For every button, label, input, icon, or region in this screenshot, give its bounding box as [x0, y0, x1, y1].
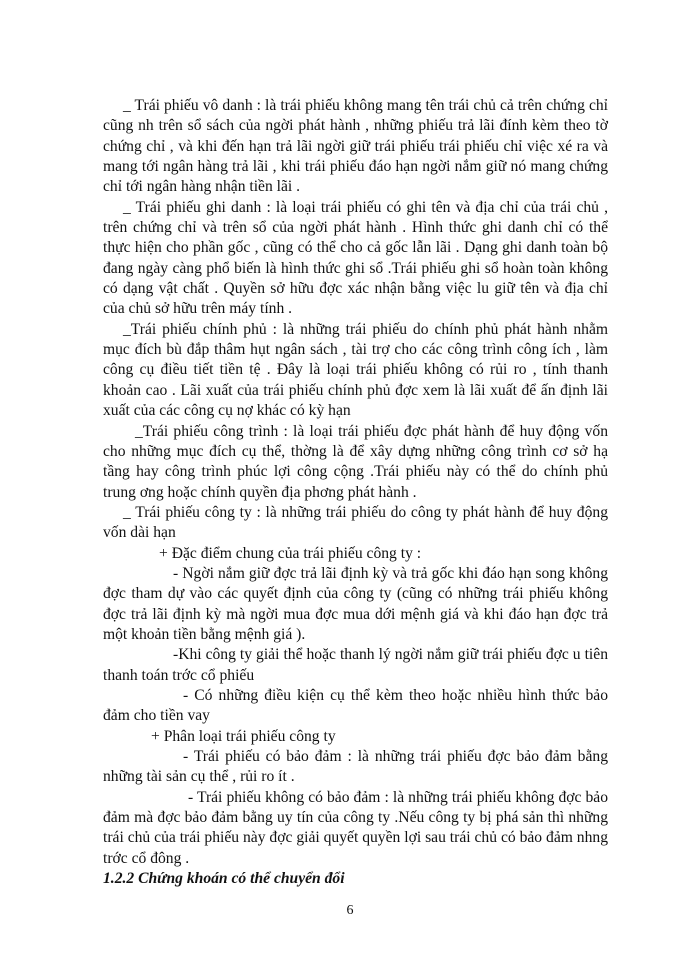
paragraph-government-bond: _Trái phiếu chính phủ : là những trái phiếu do chính phủ phát hành nhằm mục đích bù đắp thâm hụt ngân sách , tài trợ cho các công trình công ích , làm công cụ điều tiết tiền tệ . Đây là loại trái phiếu không có rủi ro , tính thanh khoản cao . Lãi xuất của trái phiếu chính phủ đợc xem là lãi xuất để ấn định lãi xuất của các công cụ nợ khác có kỳ hạn	[103, 320, 608, 420]
page-number: 6	[346, 903, 354, 918]
paragraph-feature-conditions: - Có những điều kiện cụ thể kèm theo hoặc nhiều hình thức bảo đảm cho tiền vay	[103, 686, 608, 725]
paragraph-anonymous-bond: _ Trái phiếu vô danh : là trái phiếu không mang tên trái chủ cả trên chứng chỉ cũng nh trên sổ sách của ngời phát hành , những phiếu trả lãi đính kèm theo tờ chứng chỉ , và khi đến hạn trả lãi ngời giữ trái phiếu trái phiếu chỉ việc xé ra và mang tới ngân hàng trả lãi , khi trái phiếu đáo hạn ngời nắm giữ nó mang chứng chỉ tới ngân hàng nhận tiền lãi .	[103, 97, 608, 196]
paragraph-project-bond: _Trái phiếu công trình : là loại trái phiếu đợc phát hành để huy động vốn cho những mục đích cụ thể, thờng là để xây dựng những công trình cơ sở hạ tầng hay công trình phúc lợi công cộng .Trái phiếu này có thể do chính phủ trung ơng hoặc chính quyền địa phơng phát hành .	[103, 422, 608, 501]
paragraph-corporate-bond: _ Trái phiếu công ty : là những trái phiếu do công ty phát hành để huy động vốn dài hạn	[103, 503, 608, 542]
paragraph-corporate-features-heading: + Đặc điểm chung của trái phiếu công ty :	[159, 544, 422, 562]
paragraph-classification-heading: + Phân loại trái phiếu công ty	[151, 727, 336, 745]
paragraph-unsecured-bond: - Trái phiếu không có bảo đảm : là những trái phiếu không đợc bảo đảm mà đợc bảo đảm bằng uy tín của công ty .Nếu công ty bị phá sản thì những trái chủ của trái phiếu này đợc giải quyết quyền lợi sau trái chủ có bảo đảm nhng trớc cổ đông .	[103, 788, 608, 867]
paragraph-registered-bond: _ Trái phiếu ghi danh : là loại trái phiếu có ghi tên và địa chỉ của trái chủ , trên chứng chỉ và trên sổ của ngời phát hành . Hình thức ghi danh chỉ có thể thực hiện cho phần gốc , cũng có thể cho cả gốc lẫn lãi . Dạng ghi danh toàn bộ đang ngày càng phổ biến là hình thức ghi sổ .Trái phiếu ghi sổ hoàn toàn không có dạng vật chất . Quyền sở hữu đợc xác nhận bằng việc lu giữ tên và địa chỉ của chủ sở hữu trên máy tính .	[103, 198, 608, 318]
paragraph-secured-bond: - Trái phiếu có bảo đảm : là những trái phiếu đợc bảo đảm bằng những tài sản cụ thể , rủi ro ít .	[103, 748, 608, 786]
body-text	[103, 96, 608, 889]
paragraph-feature-interest: - Ngời nắm giữ đợc trả lãi định kỳ và trả gốc khi đáo hạn song không đợc tham dự vào các quyết định của công ty (cũng có những trái phiếu không đợc trả lãi định kỳ mà ngời mua đợc mua dới mệnh giá và khi đáo hạn đợc trả một khoản tiền bằng mệnh giá ).	[103, 564, 608, 643]
paragraph-feature-priority: -Khi công ty giải thể hoặc thanh lý ngời nắm giữ trái phiếu đợc u tiên thanh toán trớc cổ phiếu	[103, 646, 608, 684]
section-heading: 1.2.2 Chứng khoán có thể chuyển đổi	[103, 870, 345, 888]
